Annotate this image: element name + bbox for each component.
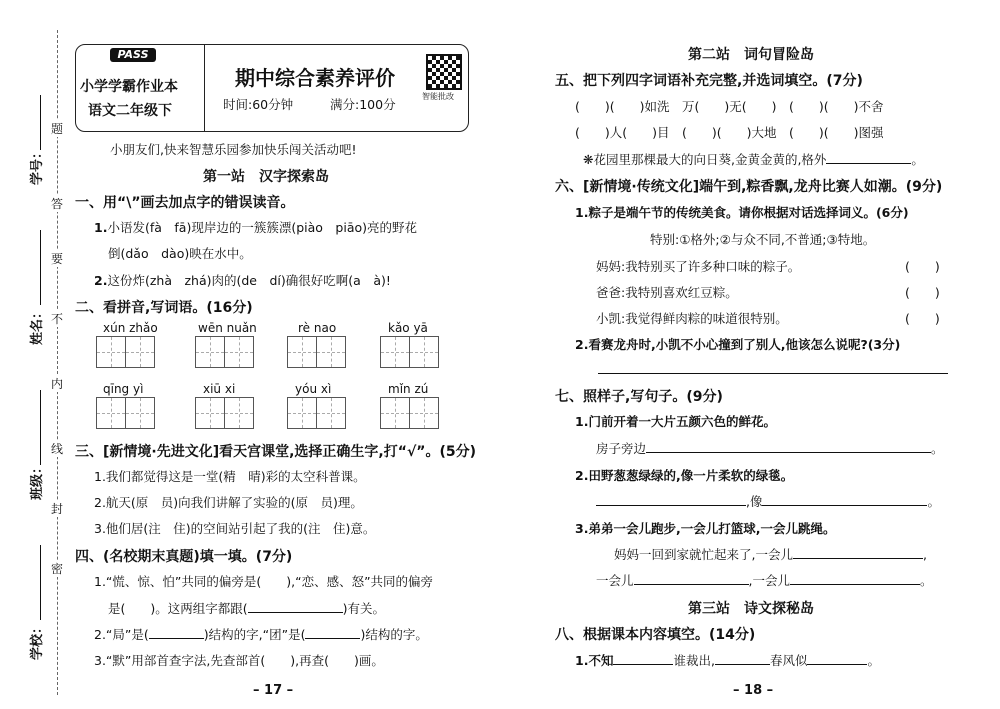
writing-box[interactable] [125, 336, 155, 368]
station1-title: 第一站 汉字探索岛 [203, 169, 329, 185]
q5-row2: ( )人( )目 ( )( )大地 ( )( )图强 [575, 125, 884, 140]
q1-title: 一、用“\”画去加点字的错误读音。 [75, 195, 295, 211]
seal-char: 内 [50, 377, 63, 391]
seal-char: 封 [50, 502, 63, 516]
writing-box[interactable] [195, 397, 225, 429]
station2-title: 第二站 词句冒险岛 [688, 47, 814, 63]
q6-dialog1: 妈妈:我特别买了许多种口味的粽子。 [596, 259, 801, 274]
exam-time: 时间:60分钟 [223, 97, 294, 112]
q4-title: 四、(名校期末真题)填一填。(7分) [75, 549, 293, 565]
student-id-line [40, 95, 41, 150]
seal-char: 线 [50, 442, 63, 456]
q7-title: 七、照样子,写句子。(9分) [555, 389, 723, 405]
station3-title: 第三站 诗文探秘岛 [688, 601, 814, 617]
writing-box[interactable] [224, 397, 254, 429]
writing-box[interactable] [125, 397, 155, 429]
seal-char: 答 [50, 197, 63, 211]
school-label: 学校： [30, 620, 45, 660]
qr-code-icon [426, 54, 462, 90]
q7-fill2: ,像 。 [596, 492, 940, 510]
writing-box[interactable] [287, 336, 317, 368]
answer-paren[interactable]: ( ) [905, 285, 940, 300]
answer-paren[interactable]: ( ) [905, 311, 940, 326]
school-line [40, 545, 41, 620]
class-label: 班级： [30, 460, 45, 500]
pinyin-label: qīng yì [103, 382, 144, 396]
q5-row1: ( )( )如洗 万( )无( ) ( )( )不舍 [575, 99, 884, 114]
writing-box[interactable] [287, 397, 317, 429]
q3-title: 三、[新情境·先进文化]看天宫课堂,选择正确生字,打“√”。(5分) [75, 444, 477, 460]
exam-score: 满分:100分 [330, 97, 396, 112]
qr-caption: 智能批改 [422, 92, 454, 101]
q3-line3: 3.他们居(注 住)的空间站引起了我的(注 住)意。 [94, 521, 376, 536]
q6-options: 特别:①格外;②与众不同,不普通;③特地。 [650, 232, 876, 247]
writing-box[interactable] [195, 336, 225, 368]
writing-box[interactable] [96, 336, 126, 368]
q7-fill3b: 一会儿 ,一会儿 。 [596, 573, 933, 588]
q7-example1: 1.门前开着一大片五颜六色的鲜花。 [575, 414, 776, 429]
q6-dialog3: 小凯:我觉得鲜肉粽的味道很特别。 [596, 311, 788, 326]
pinyin-label: rè nao [298, 321, 337, 335]
intro-text: 小朋友们,快来智慧乐园参加快乐闯关活动吧! [110, 142, 357, 157]
writing-box[interactable] [316, 336, 346, 368]
writing-box[interactable] [316, 397, 346, 429]
q1-line2: 倒(dǎo dào)映在水中。 [108, 246, 252, 261]
q2-title: 二、看拼音,写词语。(16分) [75, 300, 253, 316]
pinyin-label: yóu xì [295, 382, 332, 396]
writing-box[interactable] [96, 397, 126, 429]
brand-name: 小学学霸作业本 [80, 79, 178, 95]
grade-label: 语文二年级下 [88, 103, 172, 119]
pinyin-label: xún zhǎo [103, 321, 158, 335]
page-title: 期中综合素养评价 [235, 66, 395, 90]
q4-line1: 1.“慌、惊、怕”共同的偏旁是( ),“恋、感、怒”共同的偏旁 [94, 574, 434, 589]
page-number-right: – 18 – [733, 683, 774, 698]
pass-logo: PASS [110, 48, 156, 62]
q6-title: 六、[新情境·传统文化]端午到,粽香飘,龙舟比赛人如潮。(9分) [555, 179, 943, 195]
class-line [40, 390, 41, 465]
q4-line2: 是( )。这两组字都跟( )有关。 [108, 601, 386, 616]
pinyin-label: kǎo yā [388, 321, 428, 335]
q1-line1: 1.小语发(fà fā)现岸边的一簇簇漂(piào piāo)亮的野花 [94, 220, 418, 235]
q8-line1: 1.不知 谁裁出, 春风似 。 [575, 653, 880, 668]
q8-title: 八、根据课本内容填空。(14分) [555, 627, 756, 643]
q7-fill1: 房子旁边 。 [596, 441, 944, 456]
pinyin-label: mǐn zú [388, 382, 429, 396]
seal-char: 不 [50, 312, 63, 326]
q1-line3: 2.这份炸(zhà zhá)肉的(de dí)确很好吃啊(a à)! [94, 273, 391, 288]
seal-char: 密 [50, 562, 63, 576]
seal-char: 题 [50, 122, 63, 136]
writing-box[interactable] [224, 336, 254, 368]
q6-sub2: 2.看赛龙舟时,小凯不小心撞到了别人,他该怎么说呢?(3分) [575, 337, 901, 352]
answer-line[interactable] [598, 373, 948, 374]
q3-line1: 1.我们都觉得这是一堂(精 晴)彩的太空科普课。 [94, 469, 366, 484]
q7-example2: 2.田野葱葱绿绿的,像一片柔软的绿毯。 [575, 468, 794, 483]
writing-box[interactable] [380, 336, 410, 368]
pinyin-label: wēn nuǎn [198, 321, 257, 335]
q5-title: 五、把下列四字词语补充完整,并选词填空。(7分) [555, 73, 863, 89]
seal-char: 要 [50, 252, 63, 266]
answer-paren[interactable]: ( ) [905, 259, 940, 274]
q5-row3: ❋花园里那棵最大的向日葵,金黄金黄的,格外 。 [583, 152, 924, 167]
writing-box[interactable] [380, 397, 410, 429]
q6-sub1: 1.粽子是端午节的传统美食。请你根据对话选择词义。(6分) [575, 205, 909, 220]
page-number-left: – 17 – [253, 683, 294, 698]
name-label: 姓名： [30, 305, 45, 345]
student-id-label: 学号： [30, 145, 45, 185]
q7-fill3a: 妈妈一回到家就忙起来了,一会儿 , [614, 547, 927, 562]
q4-line3: 2.“局”是( )结构的字,“团”是( )结构的字。 [94, 627, 428, 642]
name-line [40, 230, 41, 305]
q6-dialog2: 爸爸:我特别喜欢红豆粽。 [596, 285, 738, 300]
q7-example3: 3.弟弟一会儿跑步,一会儿打篮球,一会儿跳绳。 [575, 521, 836, 536]
q4-line4: 3.“默”用部首查字法,先查部首( ),再查( )画。 [94, 653, 384, 668]
writing-box[interactable] [409, 336, 439, 368]
q3-line2: 2.航天(原 员)向我们讲解了实验的(原 员)理。 [94, 495, 363, 510]
pinyin-label: xiū xi [203, 382, 236, 396]
writing-box[interactable] [409, 397, 439, 429]
